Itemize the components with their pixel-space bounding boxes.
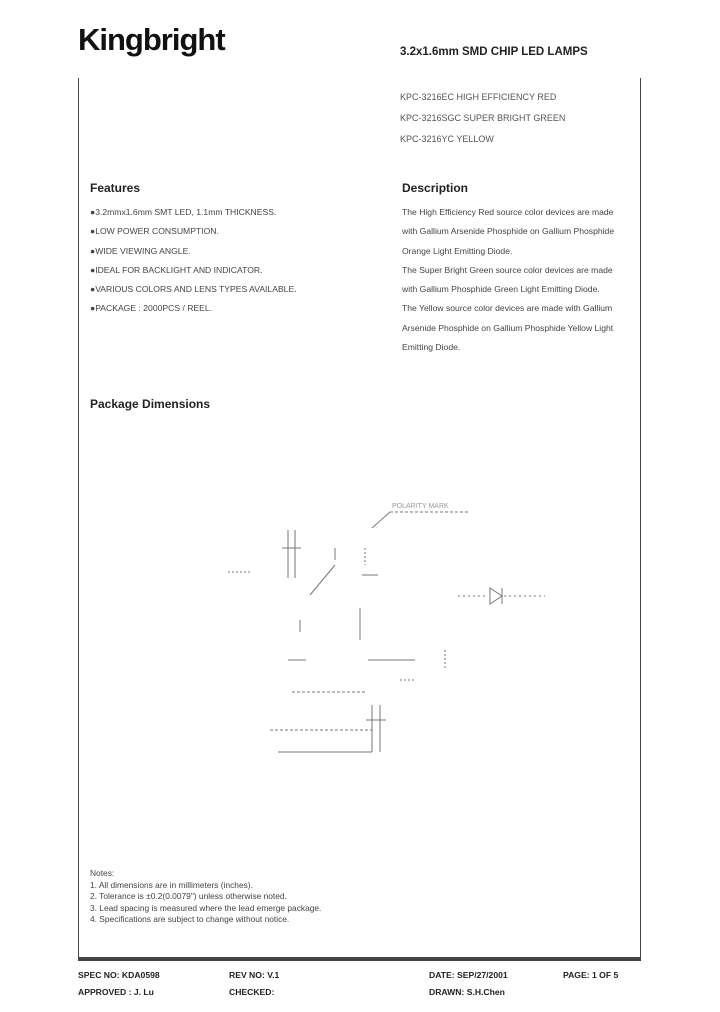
note-item: 2. Tolerance is ±0.2(0.0079") unless otherwise noted. (90, 891, 287, 902)
spec-number: SPEC NO: KDA0598 (78, 970, 160, 980)
page-number: PAGE: 1 OF 5 (563, 970, 619, 980)
notes-section (90, 868, 321, 926)
package-dimensions-drawing (200, 490, 560, 780)
checked-by: CHECKED: (229, 987, 275, 997)
footer-rule (78, 958, 641, 961)
description-paragraph: The Yellow source color devices are made with Gallium Arsenide Phosphide on Gallium Phosphide Yellow Light Emitting Diode. (402, 303, 614, 353)
features-list (90, 203, 297, 319)
note-item: 4. Specifications are subject to change without notice. (90, 914, 290, 925)
description-text (402, 203, 627, 357)
package-dimensions-heading: Package Dimensions (90, 397, 211, 411)
feature-item: ●IDEAL FOR BACKLIGHT AND INDICATOR. (90, 264, 263, 275)
brand-logo: Kingbright (78, 22, 225, 57)
feature-item: ●VARIOUS COLORS AND LENS TYPES AVAILABLE. (90, 284, 297, 295)
note-item: 3. Lead spacing is measured where the lead emerge package. (90, 902, 322, 913)
part-number: KPC-3216SGC SUPER BRIGHT GREEN (400, 113, 566, 123)
feature-item: ●3.2mmx1.6mm SMT LED, 1.1mm THICKNESS. (90, 207, 277, 217)
notes-heading: Notes: (90, 868, 115, 878)
feature-item: ●WIDE VIEWING ANGLE. (90, 245, 191, 256)
part-number: KPC-3216EC HIGH EFFICIENCY RED (400, 92, 557, 102)
revision-number: REV NO: V.1 (229, 970, 280, 980)
note-item: 1. All dimensions are in millimeters (inches). (90, 879, 253, 890)
feature-item: ●LOW POWER CONSUMPTION. (90, 226, 219, 237)
part-number-list (400, 87, 565, 150)
document-date: DATE: SEP/27/2001 (429, 970, 508, 980)
description-heading: Description (402, 181, 469, 195)
description-paragraph: The Super Bright Green source color devices are made with Gallium Phosphide Green Light Emitting Diode. (402, 264, 613, 295)
features-heading: Features (90, 181, 141, 195)
description-paragraph: The High Efficiency Red source color devices are made with Gallium Arsenide Phosphide on Gallium Phosphide Orange Light Emitting Diode. (402, 207, 615, 256)
approved-by: APPROVED : J. Lu (78, 987, 154, 997)
document-title: 3.2x1.6mm SMD CHIP LED LAMPS (400, 46, 588, 58)
polarity-mark-label: POLARITY MARK (392, 503, 449, 510)
drawn-by: DRAWN: S.H.Chen (429, 987, 505, 997)
part-number: KPC-3216YC YELLOW (400, 134, 494, 144)
feature-item: ●PACKAGE : 2000PCS / REEL. (90, 303, 213, 314)
